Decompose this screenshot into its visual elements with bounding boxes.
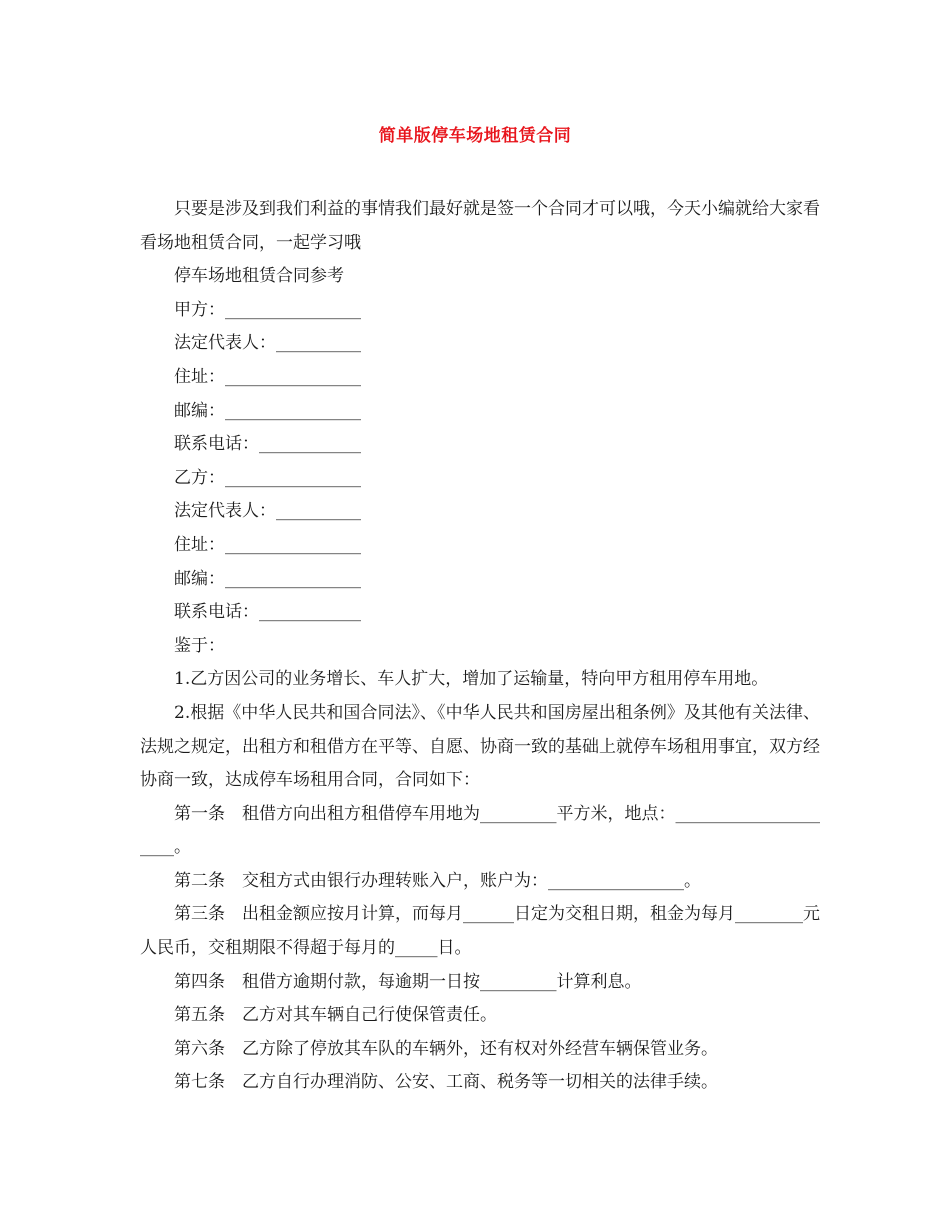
party-b-rep-field: 法定代表人：__________ — [174, 501, 361, 522]
recital-paragraph: 1.乙方因公司的业务增长、车人扩大，增加了运输量，特向甲方租用停车用地。 — [174, 669, 769, 690]
party-a-phone-field: 联系电话：____________ — [174, 434, 361, 455]
article-number: 第四条 — [174, 971, 225, 992]
party-a-rep-field: 法定代表人：__________ — [174, 333, 361, 354]
party-b-phone-field: 联系电话：____________ — [174, 602, 361, 623]
party-a-postcode-field: 邮编：________________ — [174, 400, 361, 421]
party-b-field: 乙方：________________ — [174, 467, 361, 488]
party-a-field: 甲方：________________ — [174, 299, 361, 320]
article-paragraph — [140, 798, 820, 865]
article-text: 乙方除了停放其车队的车辆外，还有权对外经营车辆保管业务。 — [242, 1038, 718, 1059]
party-b-postcode-field: 邮编：________________ — [174, 568, 361, 589]
article-number: 第七条 — [174, 1072, 225, 1093]
party-a-address-field: 住址：________________ — [174, 366, 361, 387]
document-title: 简单版停车场地租赁合同 — [378, 126, 572, 146]
article-number: 第一条 — [174, 803, 225, 824]
article-text: 租借方逾期付款，每逾期一日按_________计算利息。 — [242, 971, 642, 992]
article-number: 第二条 — [174, 870, 225, 891]
subtitle: 停车场地租赁合同参考 — [174, 266, 344, 287]
article-number: 第三条 — [174, 904, 225, 925]
article-paragraph — [140, 865, 820, 899]
article-paragraph — [140, 898, 820, 965]
article-paragraph — [140, 999, 820, 1033]
whereas-heading: 鉴于： — [174, 635, 225, 656]
article-text: 交租方式由银行办理转账入户，账户为：________________。 — [242, 870, 701, 891]
party-b-address-field: 住址：________________ — [174, 534, 361, 555]
article-text: 出租金额应按月计算，而每月______日定为交租日期，租金为每月________元人民币，交租期限不得超于每月的_____日。 — [140, 904, 820, 959]
article-number: 第六条 — [174, 1038, 225, 1059]
article-paragraph — [140, 966, 820, 1000]
article-text: 乙方自行办理消防、公安、工商、税务等一切相关的法律手续。 — [242, 1072, 718, 1093]
article-text: 乙方对其车辆自己行使保管责任。 — [242, 1005, 497, 1026]
article-number: 第五条 — [174, 1005, 225, 1026]
recital-paragraph: 2.根据《中华人民共和国合同法》、《中华人民共和国房屋出租条例》及其他有关法律、法规之规定，出租方和租借方在平等、自愿、协商一致的基础上就停车场租用事宜，双方经协商一致，达成停车场租用合同，合同如下： — [140, 702, 820, 791]
document-body — [140, 193, 820, 1100]
article-paragraph — [140, 1033, 820, 1067]
article-text: 租借方向出租方租借停车用地为_________平方米，地点：_____________________。 — [140, 803, 820, 858]
intro-paragraph: 只要是涉及到我们利益的事情我们最好就是签一个合同才可以哦，今天小编就给大家看看场地租赁合同，一起学习哦 — [140, 199, 820, 253]
article-paragraph — [140, 1066, 820, 1100]
